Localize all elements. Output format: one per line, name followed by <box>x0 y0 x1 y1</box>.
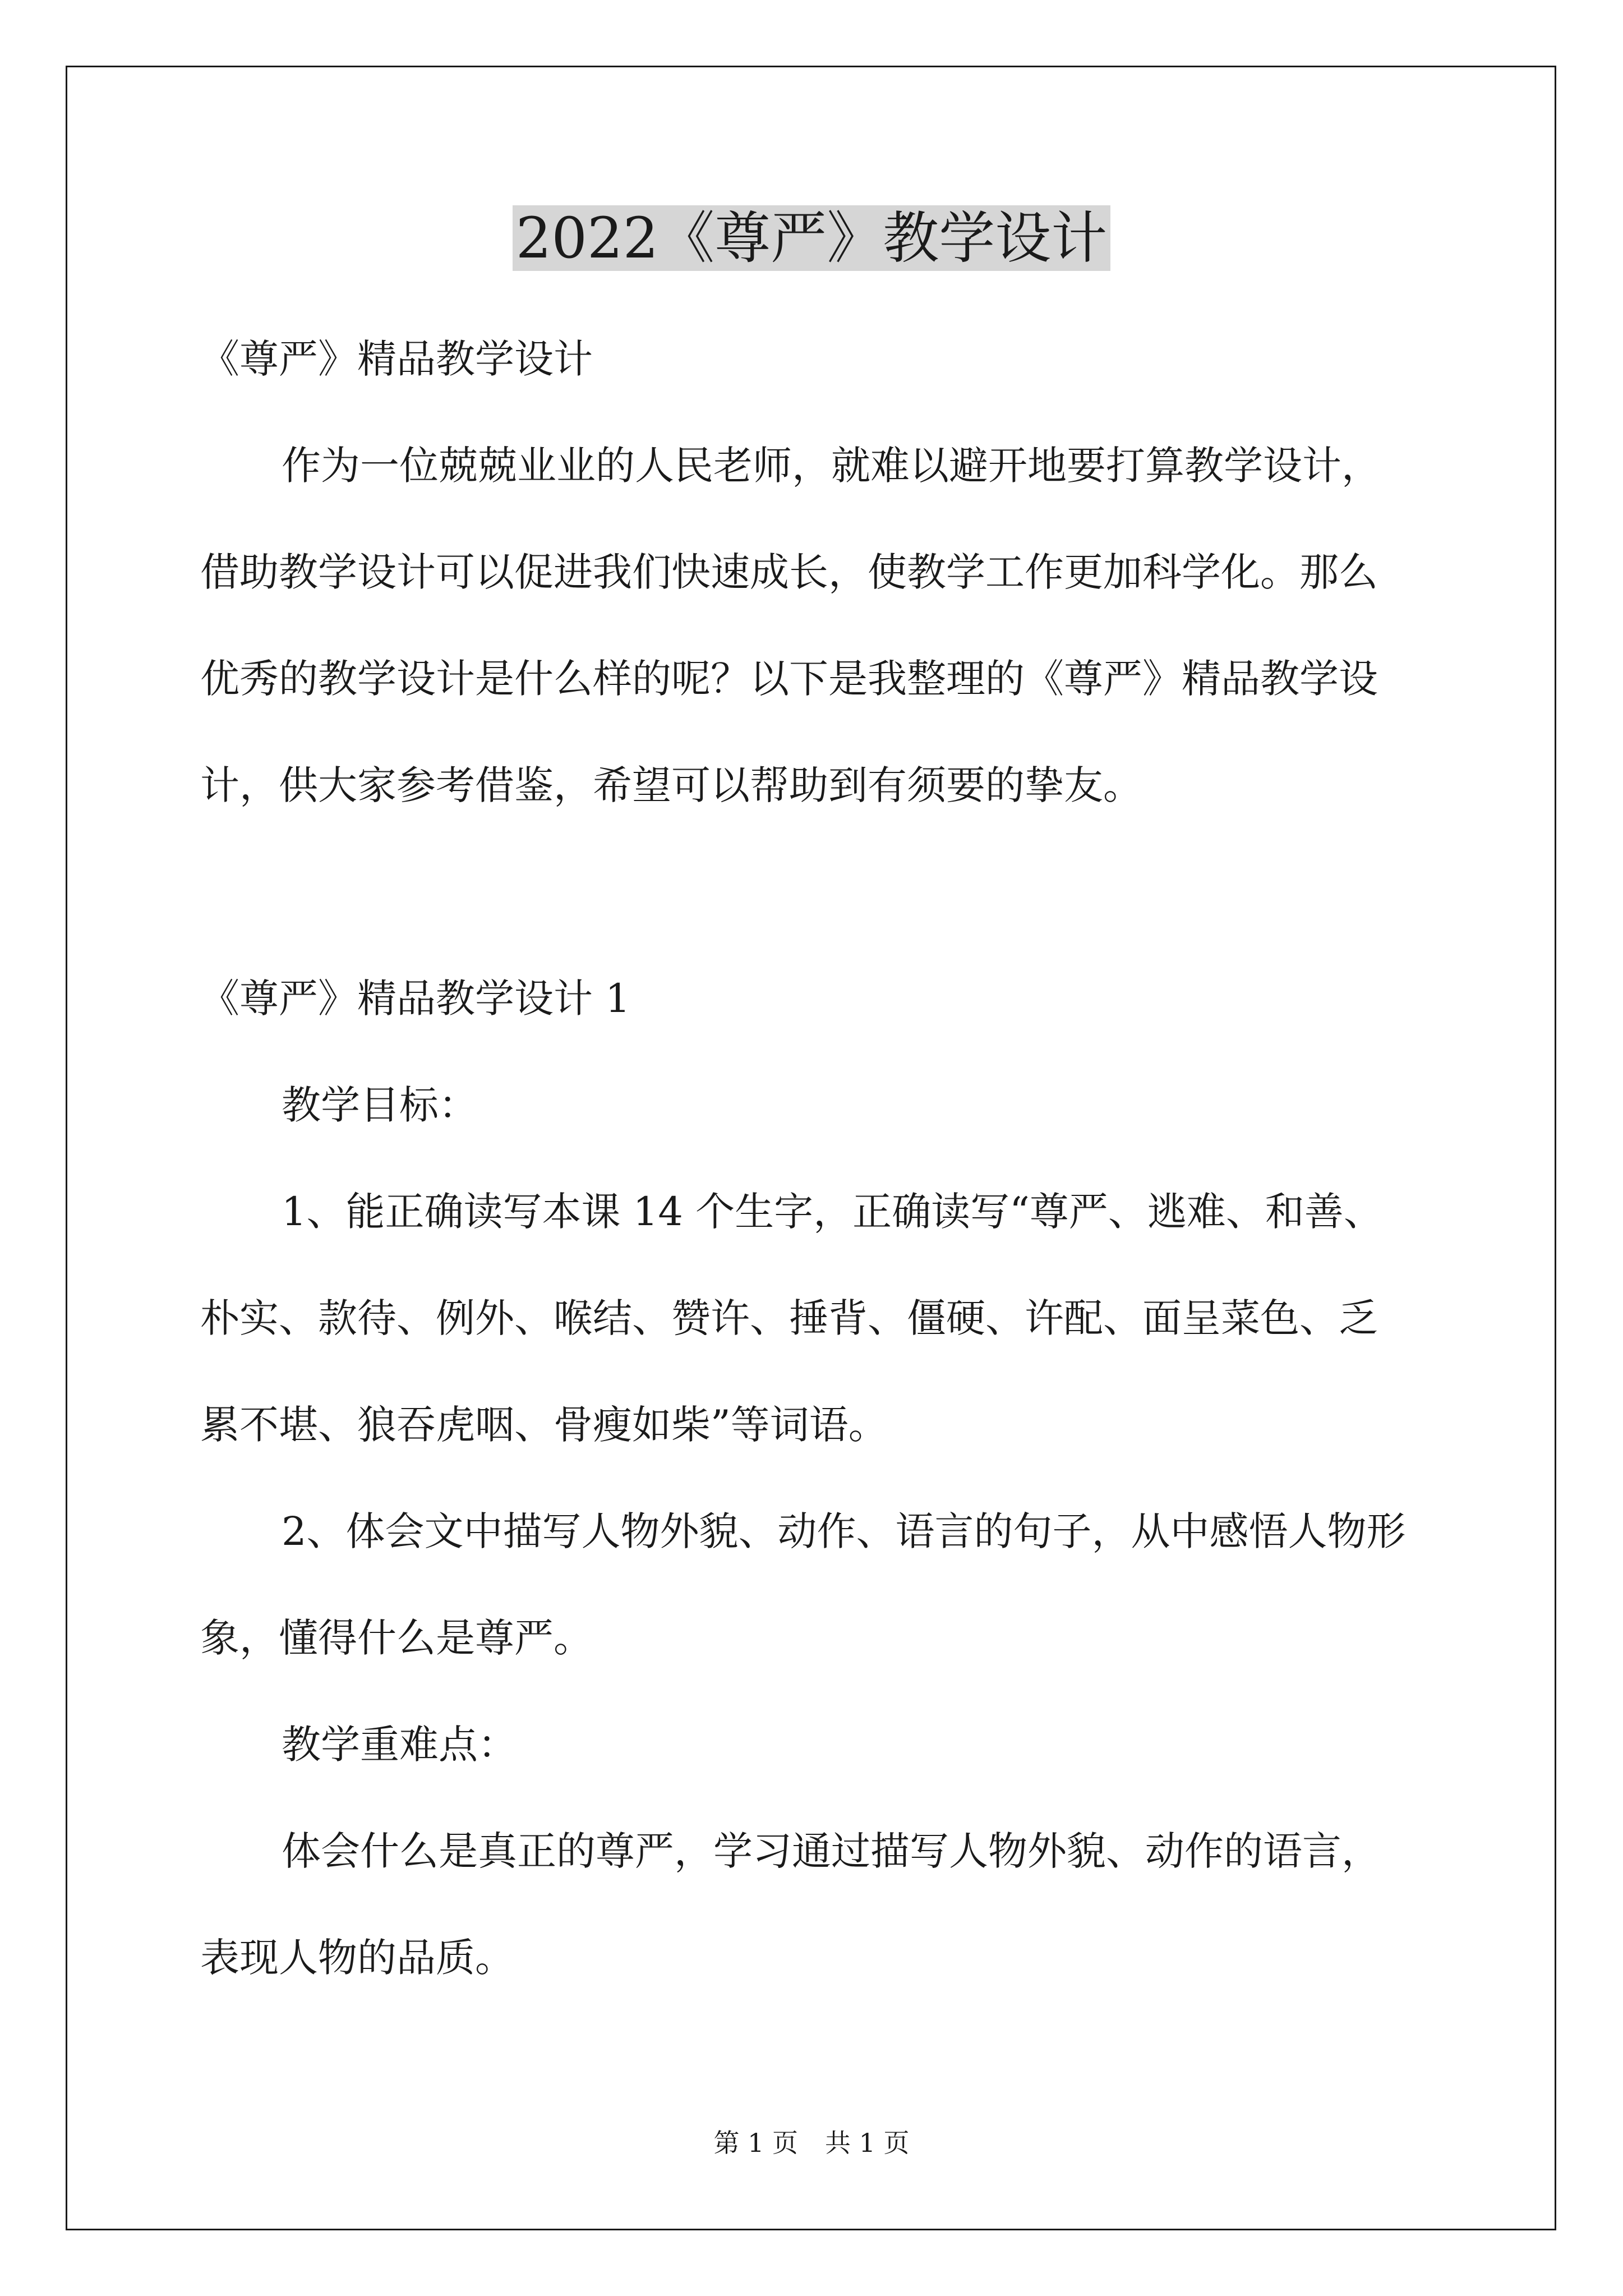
intro-line-1: 作为一位兢兢业业的人民老师，就难以避开地要打算教学设计， <box>282 443 1381 489</box>
difficulty-line-2: 表现人物的品质。 <box>200 1935 514 1981</box>
section-heading: 《尊严》精品教学设计 1 <box>200 976 630 1022</box>
document-title-text: 2022《尊严》教学设计 <box>513 205 1111 271</box>
goals-heading: 教学目标： <box>282 1082 478 1128</box>
goal-2-line-1: 2、体会文中描写人物外貌、动作、语言的句子，从中感悟人物形 <box>282 1508 1406 1554</box>
page-footer <box>0 2126 1623 2160</box>
goal-1-line-3: 累不堪、狼吞虎咽、骨瘦如柴”等词语。 <box>200 1402 888 1448</box>
document-body <box>200 306 1434 2011</box>
page-total: 共 1 页 <box>825 2128 910 2158</box>
page-number: 第 1 页 <box>713 2128 798 2158</box>
document-title <box>0 199 1623 278</box>
intro-line-4: 计，供大家参考借鉴，希望可以帮助到有须要的挚友。 <box>200 762 1142 808</box>
difficulty-heading: 教学重难点： <box>282 1722 517 1768</box>
difficulty-line-1: 体会什么是真正的尊严，学习通过描写人物外貌、动作的语言， <box>282 1828 1381 1874</box>
intro-line-3: 优秀的教学设计是什么样的呢？以下是我整理的《尊严》精品教学设 <box>200 656 1378 702</box>
intro-line-2: 借助教学设计可以促进我们快速成长，使教学工作更加科学化。那么 <box>200 549 1378 595</box>
goal-1-line-1: 1、能正确读写本课 14 个生字，正确读写“尊严、逃难、和善、 <box>282 1189 1383 1235</box>
subtitle: 《尊严》精品教学设计 <box>200 336 593 382</box>
goal-2-line-2: 象，懂得什么是尊严。 <box>200 1615 593 1661</box>
paragraph-gap <box>200 839 1434 945</box>
goal-1-line-2: 朴实、款待、例外、喉结、赞许、捶背、僵硬、许配、面呈菜色、乏 <box>200 1295 1378 1341</box>
